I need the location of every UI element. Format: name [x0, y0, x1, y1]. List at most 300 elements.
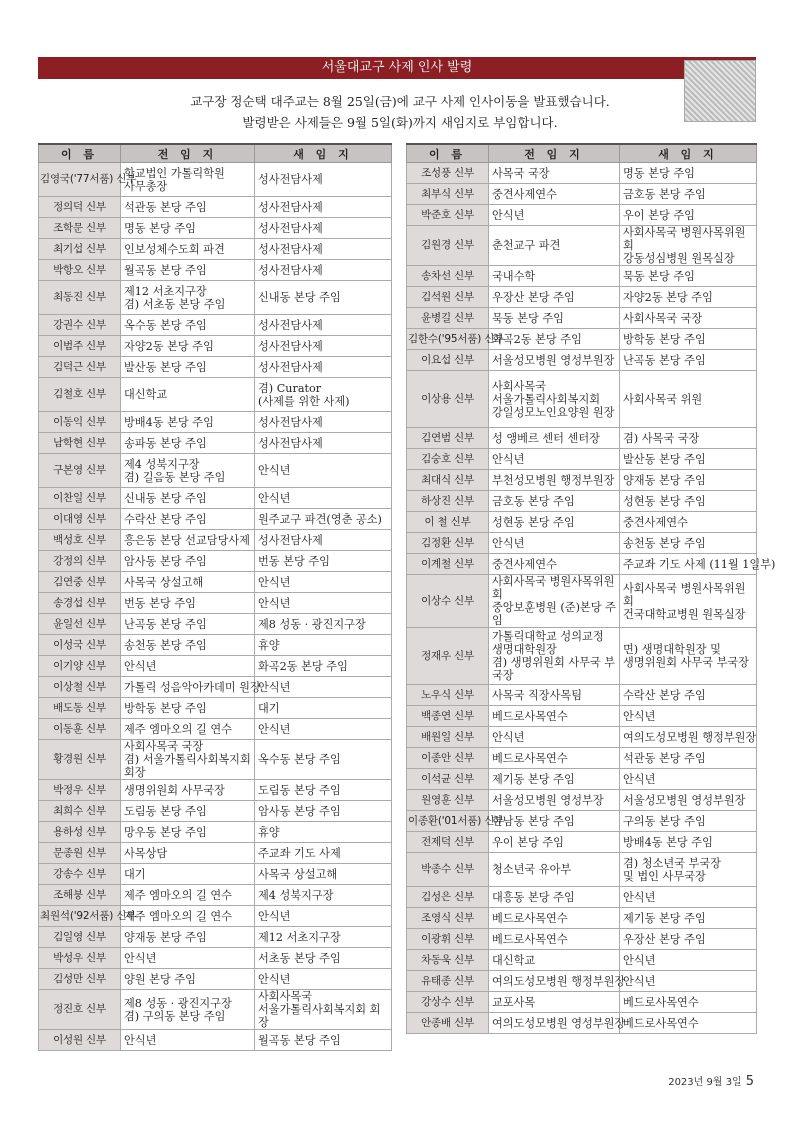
previous-post: 우장산 본당 주임: [489, 287, 620, 308]
priest-name: 최기섭 신부: [39, 239, 121, 260]
new-post: 사목국 상설고해: [255, 864, 392, 885]
table-row: [39, 260, 392, 281]
table-row: [39, 885, 392, 906]
table-row: [407, 449, 757, 470]
priest-name: 이기양 신부: [39, 656, 121, 677]
previous-post: 여의도성모병원 영성부원장: [489, 1013, 620, 1034]
priest-name: 이요섭 신부: [407, 350, 489, 371]
previous-post: 금호동 본당 주임: [489, 491, 620, 512]
new-post: 베드로사목연수: [620, 1013, 757, 1034]
table-row: [407, 226, 757, 266]
priest-name: 전제덕 신부: [407, 832, 489, 853]
page-footer: [668, 1073, 754, 1089]
table-row: [39, 281, 392, 315]
previous-post: 베드로사목연수: [489, 706, 620, 727]
previous-post: 사목국 국장: [489, 163, 620, 184]
intro-line-1: 교구장 정순택 대주교는 8월 25일(금)에 교구 사제 인사이동을 발표했습니다.: [190, 94, 610, 109]
new-post: 구의동 본당 주임: [620, 811, 757, 832]
table-row: [39, 614, 392, 635]
new-post: 안식년: [255, 488, 392, 509]
new-post: 안식년: [255, 906, 392, 927]
table-row: [39, 163, 392, 197]
new-post: 금호동 본당 주임: [620, 184, 757, 205]
priest-name: 황경원 신부: [39, 740, 121, 780]
priest-name: 김정환 신부: [407, 533, 489, 554]
table-row: [407, 628, 757, 685]
new-post: 성사전담사제: [255, 197, 392, 218]
new-post: 사회사목국 국장: [620, 308, 757, 329]
new-post: 옥수동 본당 주임: [255, 740, 392, 780]
table-row: [407, 929, 757, 950]
issue-date: 2023년 9월 3일: [668, 1077, 742, 1088]
previous-post: 부천성모병원 행정부원장: [489, 470, 620, 491]
table-row: [39, 412, 392, 433]
table-row: [39, 551, 392, 572]
new-post: 성사전담사제: [255, 336, 392, 357]
previous-post: 생명위원회 사무국장: [121, 780, 255, 801]
new-post: 겸) 사목국 국장: [620, 428, 757, 449]
new-post: 안식년: [620, 706, 757, 727]
table-row: [407, 887, 757, 908]
table-row: [39, 488, 392, 509]
previous-post: 제8 성동 · 광진지구장 겸) 구의동 본당 주임: [121, 990, 255, 1030]
new-post: 원주교구 파견(영춘 공소): [255, 509, 392, 530]
priest-name: 강상수 신부: [407, 992, 489, 1013]
new-post: 안식년: [620, 769, 757, 790]
priest-name: 박성우 신부: [39, 948, 121, 969]
priest-name: 박항오 신부: [39, 260, 121, 281]
new-post: 면) 생명대학원장 및 생명위원회 사무국 부국장: [620, 628, 757, 685]
previous-post: 여의도성모병원 행정부원장: [489, 971, 620, 992]
priest-name: 남학현 신부: [39, 433, 121, 454]
table-row: [407, 350, 757, 371]
table-row: [407, 685, 757, 706]
new-post: 안식년: [255, 719, 392, 740]
priest-name: 최동진 신부: [39, 281, 121, 315]
new-post: 화곡2동 본당 주임: [255, 656, 392, 677]
new-post: 사회사목국 병원사목위원회 건국대학교병원 원목실장: [620, 575, 757, 628]
previous-post: 우이 본당 주임: [489, 832, 620, 853]
table-row: [39, 454, 392, 488]
priest-name: 이 철 신부: [407, 512, 489, 533]
priest-name: 김원경 신부: [407, 226, 489, 266]
previous-post: 방학동 본당 주임: [121, 698, 255, 719]
priest-name: 송경섭 신부: [39, 593, 121, 614]
table-row: [407, 428, 757, 449]
table-row: [407, 832, 757, 853]
new-post: 휴양: [255, 635, 392, 656]
priest-name: 박준호 신부: [407, 205, 489, 226]
new-post: 성사전담사제: [255, 357, 392, 378]
table-row: [407, 748, 757, 769]
previous-post: 성현동 본당 주임: [489, 512, 620, 533]
previous-post: 안식년: [489, 533, 620, 554]
previous-post: 학교법인 가톨릭학원 사무총장: [121, 163, 255, 197]
priest-name: 김일영 신부: [39, 927, 121, 948]
column-header-from: 전 임 지: [489, 144, 620, 163]
new-post: 성사전담사제: [255, 239, 392, 260]
table-row: [39, 780, 392, 801]
new-post: 명동 본당 주임: [620, 163, 757, 184]
priest-name: 강권수 신부: [39, 315, 121, 336]
priest-name: 김철호 신부: [39, 378, 121, 412]
priest-name: 이계철 신부: [407, 554, 489, 575]
table-row: [39, 218, 392, 239]
table-row: [407, 329, 757, 350]
table-row: [407, 184, 757, 205]
table-row: [407, 533, 757, 554]
new-post: 제8 성동 · 광진지구장: [255, 614, 392, 635]
previous-post: 방배4동 본당 주임: [121, 412, 255, 433]
new-post: 월곡동 본당 주임: [255, 1030, 392, 1051]
table-row: [39, 509, 392, 530]
new-post: 성현동 본당 주임: [620, 491, 757, 512]
priest-name: 이종안 신부: [407, 748, 489, 769]
table-row: [407, 971, 757, 992]
qr-code-icon[interactable]: [684, 60, 756, 122]
previous-post: 서울성모병원 영성부원장: [489, 350, 620, 371]
table-row: [39, 239, 392, 260]
table-row: [39, 990, 392, 1030]
previous-post: 청소년국 유아부: [489, 853, 620, 887]
priest-name: 이성원 신부: [39, 1030, 121, 1051]
previous-post: 가톨릭 성음악아카데미 원장: [121, 677, 255, 698]
priest-name: 이석균 신부: [407, 769, 489, 790]
previous-post: 안식년: [121, 948, 255, 969]
previous-post: 안식년: [121, 1030, 255, 1051]
previous-post: 사목국 상설고해: [121, 572, 255, 593]
priest-name: 조영식 신부: [407, 908, 489, 929]
priest-name: 배원일 신부: [407, 727, 489, 748]
new-post: 성사전담사제: [255, 218, 392, 239]
priest-name: 용하성 신부: [39, 822, 121, 843]
table-row: [407, 706, 757, 727]
table-row: [407, 575, 757, 628]
column-header-from: 전 임 지: [121, 144, 255, 163]
priest-name: 이종환('01서품) 신부: [407, 811, 489, 832]
new-post: 발산동 본당 주임: [620, 449, 757, 470]
table-row: [39, 801, 392, 822]
new-post: 안식년: [620, 950, 757, 971]
priest-name: 김영국('77서품) 신부: [39, 163, 121, 197]
table-row: [407, 470, 757, 491]
priest-name: 배도동 신부: [39, 698, 121, 719]
priest-name: 이광휘 신부: [407, 929, 489, 950]
new-post: 양재동 본당 주임: [620, 470, 757, 491]
new-post: 도림동 본당 주임: [255, 780, 392, 801]
new-post: 안식년: [620, 971, 757, 992]
new-post: 석관동 본당 주임: [620, 748, 757, 769]
new-post: 송천동 본당 주임: [620, 533, 757, 554]
priest-name: 안종배 신부: [407, 1013, 489, 1034]
new-post: 우이 본당 주임: [620, 205, 757, 226]
column-header-to: 새 임 지: [620, 144, 757, 163]
priest-name: 조해붕 신부: [39, 885, 121, 906]
priest-name: 이범주 신부: [39, 336, 121, 357]
new-post: 제4 성북지구장: [255, 885, 392, 906]
previous-post: 흥은동 본당 선교담당사제: [121, 530, 255, 551]
table-row: [407, 769, 757, 790]
new-post: 자양2동 본당 주임: [620, 287, 757, 308]
priest-name: 윤일선 신부: [39, 614, 121, 635]
appointments-table-right-body: [407, 163, 776, 1034]
new-post: 중견사제연수: [620, 512, 757, 533]
column-header-name: 이 름: [407, 144, 489, 163]
priest-name: 하상진 신부: [407, 491, 489, 512]
priest-name: 박정우 신부: [39, 780, 121, 801]
previous-post: 사목국 직장사목팀: [489, 685, 620, 706]
previous-post: 양원 본당 주임: [121, 969, 255, 990]
table-row: [407, 512, 757, 533]
new-post: 암사동 본당 주임: [255, 801, 392, 822]
table-row: [407, 287, 757, 308]
table-row: [39, 740, 392, 780]
previous-post: 춘천교구 파견: [489, 226, 620, 266]
previous-post: 수락산 본당 주임: [121, 509, 255, 530]
priest-name: 송차선 신부: [407, 266, 489, 287]
priest-name: 문종원 신부: [39, 843, 121, 864]
priest-name: 이동익 신부: [39, 412, 121, 433]
previous-post: 국내수학: [489, 266, 620, 287]
table-row: [39, 572, 392, 593]
new-post: 안식년: [255, 677, 392, 698]
previous-post: 베드로사목연수: [489, 908, 620, 929]
previous-post: 암사동 본당 주임: [121, 551, 255, 572]
table-row: [39, 635, 392, 656]
intro-line-2: 발령받은 사제들은 9월 5일(화)까지 새임지로 부임합니다.: [242, 115, 558, 130]
table-row: [407, 992, 757, 1013]
priest-name: 원영훈 신부: [407, 790, 489, 811]
table-row: [407, 950, 757, 971]
new-post: 우장산 본당 주임: [620, 929, 757, 950]
table-row: [39, 843, 392, 864]
new-post: 겸) Curator (사제를 위한 사제): [255, 378, 392, 412]
priest-name: 이상철 신부: [39, 677, 121, 698]
section-title-banner: [38, 57, 756, 79]
previous-post: 교포사목: [489, 992, 620, 1013]
previous-post: 안식년: [121, 656, 255, 677]
new-post: 신내동 본당 주임: [255, 281, 392, 315]
new-post: 서울성모병원 영성부원장: [620, 790, 757, 811]
previous-post: 난곡동 본당 주임: [121, 614, 255, 635]
table-row: [407, 554, 757, 575]
new-post: 베드로사목연수: [620, 992, 757, 1013]
priest-name: 이성국 신부: [39, 635, 121, 656]
priest-name: 윤병길 신부: [407, 308, 489, 329]
table-row: [39, 530, 392, 551]
priest-name: 최원석('92서품) 신부: [39, 906, 121, 927]
previous-post: 석관동 본당 주임: [121, 197, 255, 218]
priest-name: 정의덕 신부: [39, 197, 121, 218]
previous-post: 제12 서초지구장 겸) 서초동 본당 주임: [121, 281, 255, 315]
appointments-table-left-body: [39, 163, 392, 1051]
table-row: [39, 822, 392, 843]
table-row: [407, 308, 757, 329]
table-row: [39, 197, 392, 218]
priest-name: 김연중 신부: [39, 572, 121, 593]
new-post: 안식년: [620, 887, 757, 908]
priest-name: 김한수('95서품) 신부: [407, 329, 489, 350]
table-row: [39, 677, 392, 698]
new-post: 휴양: [255, 822, 392, 843]
previous-post: 안식년: [489, 205, 620, 226]
table-row: [407, 163, 757, 184]
previous-post: 제기동 본당 주임: [489, 769, 620, 790]
priest-name: 백성호 신부: [39, 530, 121, 551]
priest-name: 김덕근 신부: [39, 357, 121, 378]
previous-post: 대기: [121, 864, 255, 885]
new-post: 대기: [255, 698, 392, 719]
table-row: [39, 656, 392, 677]
new-post: 제12 서초지구장: [255, 927, 392, 948]
previous-post: 중견사제연수: [489, 554, 620, 575]
previous-post: 화곡2동 본당 주임: [489, 329, 620, 350]
priest-name: 김연범 신부: [407, 428, 489, 449]
page-number: 5: [745, 1074, 754, 1089]
table-row: [407, 853, 757, 887]
previous-post: 사회사목국 병원사목위원회 중앙보훈병원 (준)본당 주임: [489, 575, 620, 628]
priest-name: 최대식 신부: [407, 470, 489, 491]
priest-name: 김성만 신부: [39, 969, 121, 990]
table-row: [407, 491, 757, 512]
table-row: [39, 948, 392, 969]
new-post: 난곡동 본당 주임: [620, 350, 757, 371]
previous-post: 대신학교: [489, 950, 620, 971]
previous-post: 양재동 본당 주임: [121, 927, 255, 948]
previous-post: 대신학교: [121, 378, 255, 412]
priest-name: 이상수 신부: [407, 575, 489, 628]
appointments-table-left: [38, 143, 392, 1051]
priest-name: 최희수 신부: [39, 801, 121, 822]
column-header-to: 새 임 지: [255, 144, 392, 163]
new-post: 사회사목국 병원사목위원회 강동성심병원 원목실장: [620, 226, 757, 266]
new-post: 성사전담사제: [255, 163, 392, 197]
priest-name: 김숭호 신부: [407, 449, 489, 470]
previous-post: 번동 본당 주임: [121, 593, 255, 614]
previous-post: 베드로사목연수: [489, 748, 620, 769]
new-post: 성사전담사제: [255, 260, 392, 281]
table-row: [407, 811, 757, 832]
previous-post: 묵동 본당 주임: [489, 308, 620, 329]
table-row: [39, 336, 392, 357]
new-post: 성사전담사제: [255, 433, 392, 454]
new-post: 안식년: [255, 593, 392, 614]
priest-name: 강송수 신부: [39, 864, 121, 885]
new-post: 여의도성모병원 행정부원장: [620, 727, 757, 748]
previous-post: 사회사목국 서울가톨릭사회복지회 강일성모노인요양원 원장: [489, 371, 620, 428]
priest-name: 노우식 신부: [407, 685, 489, 706]
new-post: 묵동 본당 주임: [620, 266, 757, 287]
new-post: 사회사목국 서울가톨릭사회복지회 회장: [255, 990, 392, 1030]
table-row: [39, 315, 392, 336]
previous-post: 자양2동 본당 주임: [121, 336, 255, 357]
new-post: 안식년: [255, 969, 392, 990]
intro-text: [120, 91, 680, 133]
priest-name: 조학문 신부: [39, 218, 121, 239]
priest-name: 이대영 신부: [39, 509, 121, 530]
new-post: 겸) 청소년국 부국장 및 법인 사무국장: [620, 853, 757, 887]
new-post: 주교좌 기도 사제 (11월 1일부): [620, 554, 757, 575]
new-post: 안식년: [255, 454, 392, 488]
column-header-name: 이 름: [39, 144, 121, 163]
previous-post: 제주 엠마오의 길 연수: [121, 719, 255, 740]
priest-name: 최부식 신부: [407, 184, 489, 205]
new-post: 수락산 본당 주임: [620, 685, 757, 706]
priest-name: 정진호 신부: [39, 990, 121, 1030]
priest-name: 유태종 신부: [407, 971, 489, 992]
previous-post: 중견사제연수: [489, 184, 620, 205]
new-post: 서초동 본당 주임: [255, 948, 392, 969]
previous-post: 성 앵베르 센터 센터장: [489, 428, 620, 449]
previous-post: 신내동 본당 주임: [121, 488, 255, 509]
new-post: 성사전담사제: [255, 412, 392, 433]
table-row: [39, 698, 392, 719]
priest-name: 박종수 신부: [407, 853, 489, 887]
new-post: 성사전담사제: [255, 530, 392, 551]
previous-post: 대흥동 본당 주임: [489, 887, 620, 908]
previous-post: 안식년: [489, 727, 620, 748]
table-row: [39, 927, 392, 948]
previous-post: 인보성체수도회 파견: [121, 239, 255, 260]
priest-name: 강정의 신부: [39, 551, 121, 572]
previous-post: 발산동 본당 주임: [121, 357, 255, 378]
previous-post: 안식년: [489, 449, 620, 470]
priest-name: 구본영 신부: [39, 454, 121, 488]
priest-name: 조성풍 신부: [407, 163, 489, 184]
previous-post: 옥수동 본당 주임: [121, 315, 255, 336]
section-title: 서울대교구 사제 인사 발령: [321, 60, 473, 75]
previous-post: 가톨릭대학교 성의교정 생명대학원장 겸) 생명위원회 사무국 부국장: [489, 628, 620, 685]
table-row: [39, 906, 392, 927]
previous-post: 망우동 본당 주임: [121, 822, 255, 843]
priest-name: 정재우 신부: [407, 628, 489, 685]
table-row: [39, 1030, 392, 1051]
table-row: [39, 357, 392, 378]
previous-post: 서울성모병원 영성부장: [489, 790, 620, 811]
priest-name: 이상용 신부: [407, 371, 489, 428]
priest-name: 이동훈 신부: [39, 719, 121, 740]
previous-post: 월곡동 본당 주임: [121, 260, 255, 281]
table-row: [39, 969, 392, 990]
priest-name: 차동욱 신부: [407, 950, 489, 971]
previous-post: 한남동 본당 주임: [489, 811, 620, 832]
table-row: [407, 266, 757, 287]
new-post: 제기동 본당 주임: [620, 908, 757, 929]
table-row: [407, 1013, 757, 1034]
previous-post: 송천동 본당 주임: [121, 635, 255, 656]
table-row: [39, 864, 392, 885]
new-post: 성사전담사제: [255, 315, 392, 336]
previous-post: 제주 엠마오의 길 연수: [121, 885, 255, 906]
previous-post: 베드로사목연수: [489, 929, 620, 950]
previous-post: 사회사목국 국장 겸) 서울가톨릭사회복지회 회장: [121, 740, 255, 780]
table-row: [407, 908, 757, 929]
priest-name: 백종연 신부: [407, 706, 489, 727]
previous-post: 도림동 본당 주임: [121, 801, 255, 822]
previous-post: 사목상담: [121, 843, 255, 864]
new-post: 주교좌 기도 사제: [255, 843, 392, 864]
previous-post: 제주 엠마오의 길 연수: [121, 906, 255, 927]
new-post: 방학동 본당 주임: [620, 329, 757, 350]
table-row: [39, 593, 392, 614]
table-row: [407, 727, 757, 748]
priest-name: 이찬일 신부: [39, 488, 121, 509]
new-post: 사회사목국 위원: [620, 371, 757, 428]
new-post: 방배4동 본당 주임: [620, 832, 757, 853]
table-row: [407, 205, 757, 226]
table-row: [407, 371, 757, 428]
new-post: 안식년: [255, 572, 392, 593]
